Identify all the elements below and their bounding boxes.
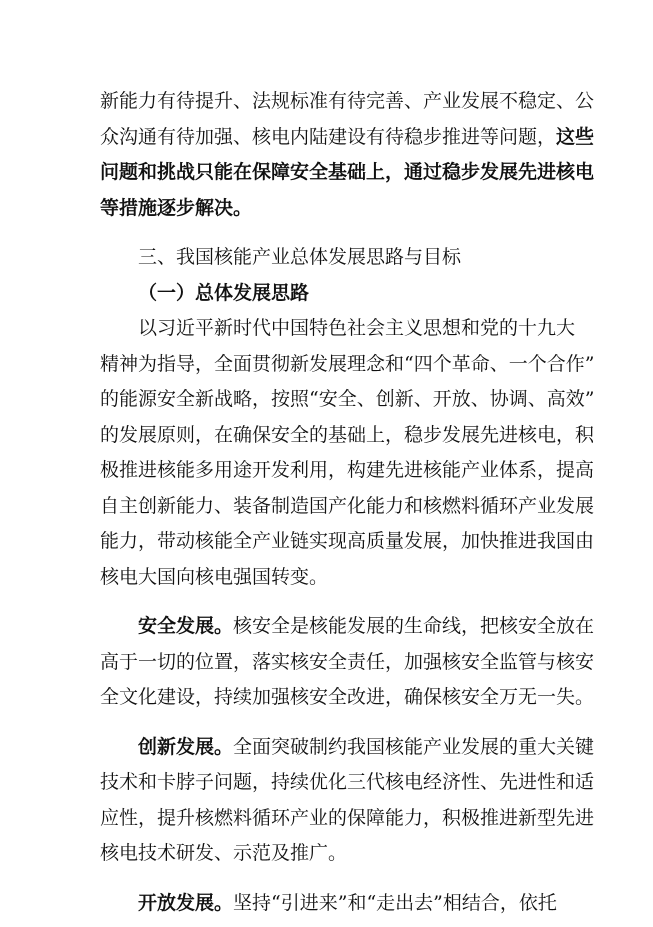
text-line: 高于一切的位置，落实核安全责任，加强核安全监管与核安 xyxy=(100,650,595,673)
text-line: 核电技术研发、示范及推广。 xyxy=(100,842,348,864)
overall-paragraph xyxy=(100,311,595,595)
paragraph-label: 开放发展。 xyxy=(138,891,234,914)
text-line: 自主创新能力、装备制造国产化能力和核燃料循环产业发展 xyxy=(100,494,595,517)
text-line: 的发展原则，在确保安全的基础上，稳步发展先进核电，积 xyxy=(100,423,595,446)
text-line xyxy=(100,609,595,645)
text-line: 技术和卡脖子问题，持续优化三代核电经济性、先进性和适 xyxy=(100,771,595,793)
text-line: 核电大国向核电强国转变。 xyxy=(100,565,329,588)
intro-paragraph xyxy=(100,84,595,226)
safety-paragraph xyxy=(100,609,595,716)
bold-text-segment: 这些 xyxy=(556,125,595,148)
text-line: 的能源安全新战略，按照“安全、创新、开放、协调、高效” xyxy=(100,388,595,410)
bold-text-line: 等措施逐步解决。 xyxy=(100,196,253,219)
bold-text-line: 问题和挑战只能在保障安全基础上，通过稳步发展先进核电 xyxy=(100,161,595,183)
text-line xyxy=(100,120,595,156)
text-line: 极推进核能多用途开发利用，构建先进核能产业体系，提高 xyxy=(100,459,595,481)
text-line: 新能力有待提升、法规标准有待完善、产业发展不稳定、公 xyxy=(100,90,595,112)
paragraph-label: 安全发展。 xyxy=(138,615,234,637)
text-line: 以习近平新时代中国特色社会主义思想和党的十九大 xyxy=(138,317,576,339)
text-segment: 众沟通有待加强、核电内陆建设有待稳步推进等问题， xyxy=(100,125,557,148)
text-line xyxy=(100,886,557,922)
text-line: 精神为指导，全面贯彻新发展理念和“四个革命、一个合作” xyxy=(100,352,595,375)
paragraph-label: 创新发展。 xyxy=(138,735,234,758)
section-heading: 三、我国核能产业总体发展思路与目标 xyxy=(138,246,462,268)
text-line: 能力，带动核能全产业链实现高质量发展，加快推进我国由 xyxy=(100,530,595,552)
document-page xyxy=(100,84,595,921)
text-line: 应性，提升核燃料循环产业的保障能力，积极推进新型先进 xyxy=(100,806,595,829)
text-segment: 全面突破制约我国核能产业发展的重大关键 xyxy=(233,735,595,758)
text-segment: 核安全是核能发展的生命线，把核安全放在 xyxy=(233,615,595,637)
innovation-paragraph xyxy=(100,730,595,872)
subsection-heading: （一）总体发展思路 xyxy=(138,281,310,304)
opening-paragraph xyxy=(100,886,557,922)
text-line: 全文化建设，持续加强核安全改进，确保核安全万无一失。 xyxy=(100,686,595,708)
text-segment: 坚持“引进来”和“走出去”相结合，依托 xyxy=(233,891,557,914)
text-line xyxy=(100,730,595,766)
